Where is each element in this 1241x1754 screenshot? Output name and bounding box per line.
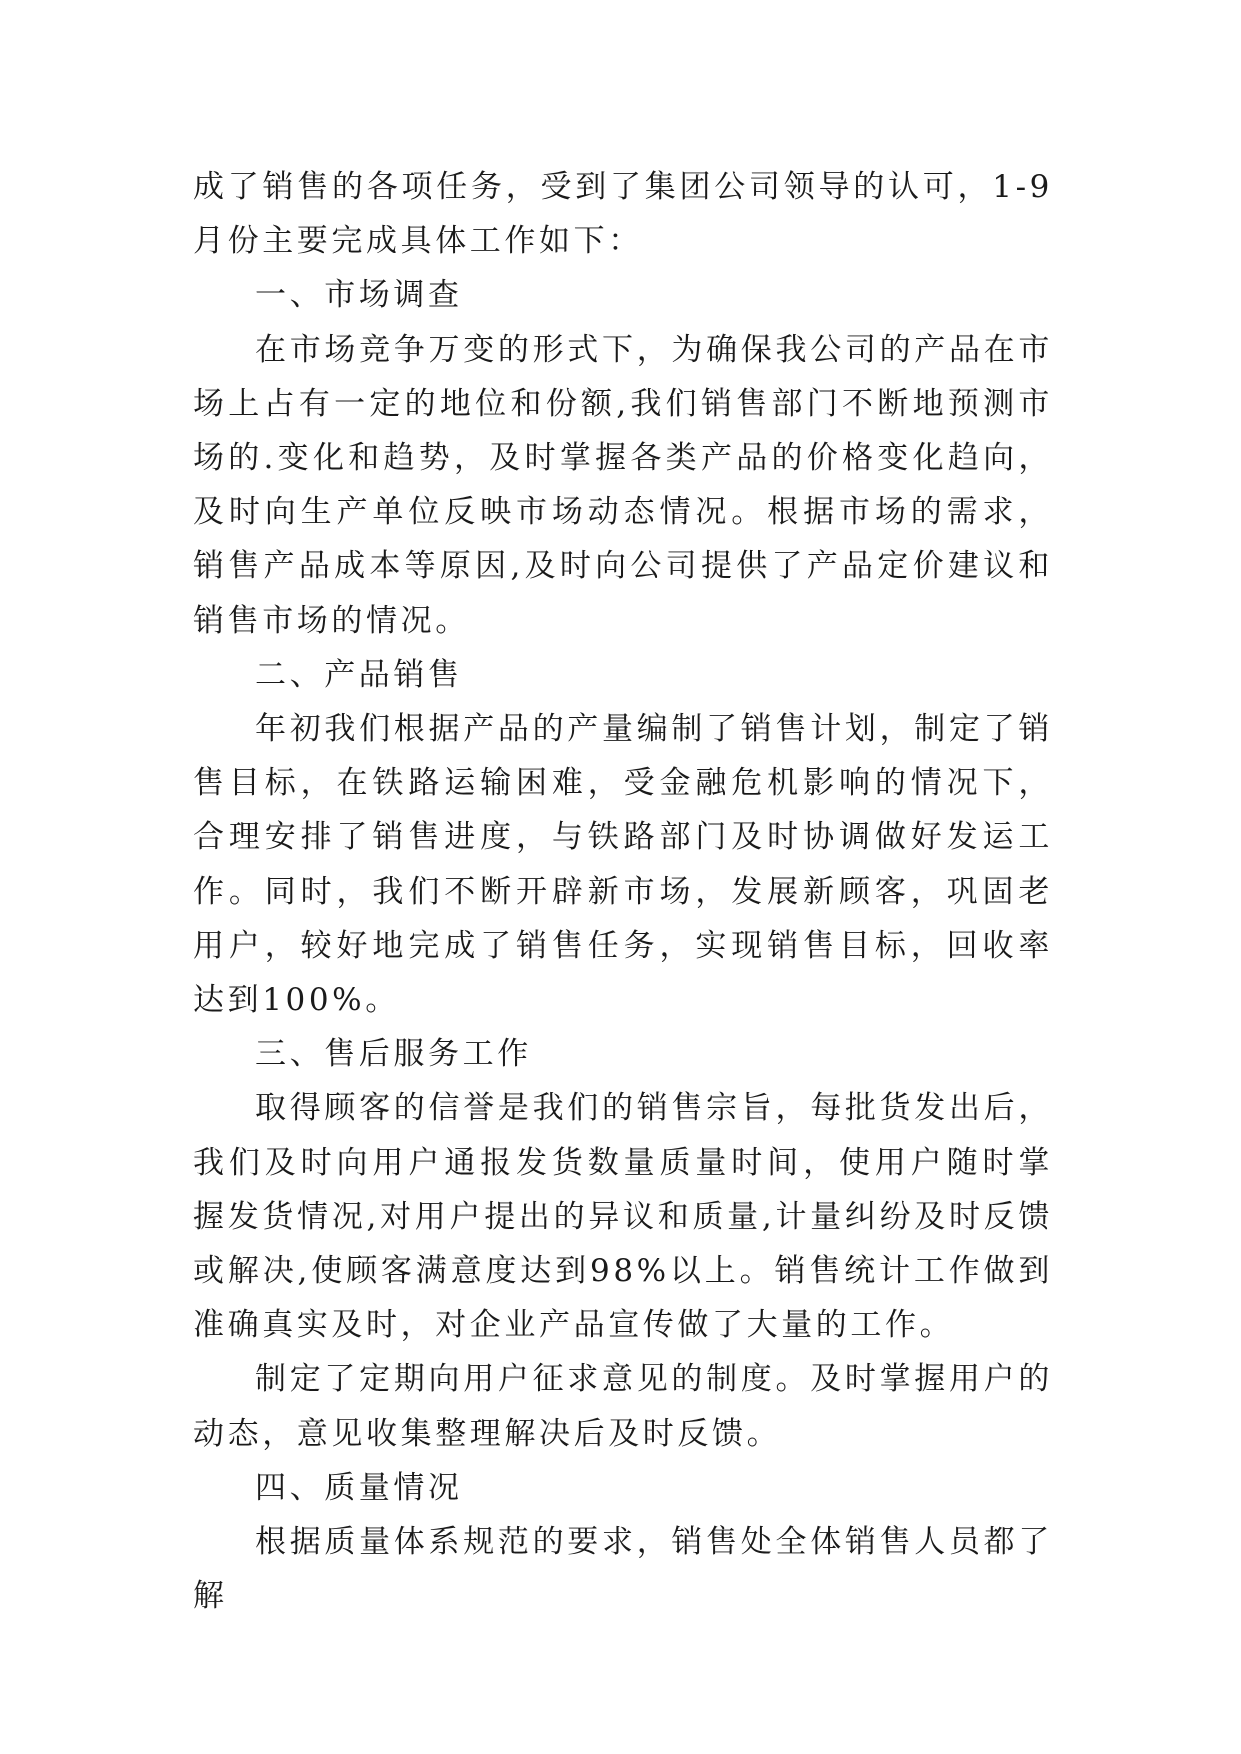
section-heading-after-sales-service: 三、售后服务工作 [255, 1036, 532, 1073]
paragraph-market-research: 在市场竞争万变的形式下，为确保我公司的产品在市场上占有一定的地位和份额,我们销售部门不断地预测市场的.变化和趋势，及时掌握各类产品的价格变化趋向，及时向生产单位反映市场动态情况。根据市场的需求，销售产品成本等原因,及时向公司提供了产品定价建议和销售市场的情况。 [193, 331, 1053, 639]
paragraph-after-sales-service: 取得顾客的信誉是我们的销售宗旨，每批货发出后，我们及时向用户通报发货数量质量时间，使用户随时掌握发货情况,对用户提出的异议和质量,计量纠纷及时反馈或解决,使顾客满意度达到98%以上。销售统计工作做到准确真实及时，对企业产品宣传做了大量的工作。 [193, 1090, 1053, 1344]
paragraph-quality: 根据质量体系规范的要求，销售处全体销售人员都了解 [193, 1524, 1053, 1615]
paragraph-product-sales: 年初我们根据产品的产量编制了销售计划，制定了销售目标，在铁路运输困难，受金融危机影响的情况下，合理安排了销售进度，与铁路部门及时协调做好发运工作。同时，我们不断开辟新市场，发展新顾客，巩固老用户，较好地完成了销售任务，实现销售目标，回收率达到100%。 [193, 711, 1053, 1019]
paragraph-continuation: 成了销售的各项任务，受到了集团公司领导的认可，1-9月份主要完成具体工作如下： [193, 169, 1053, 260]
paragraph-feedback-system: 制定了定期向用户征求意见的制度。及时掌握用户的动态，意见收集整理解决后及时反馈。 [193, 1361, 1053, 1452]
document-page [193, 160, 1053, 1623]
section-heading-market-research: 一、市场调查 [255, 277, 463, 314]
section-heading-product-sales: 二、产品销售 [255, 656, 463, 693]
section-heading-quality: 四、质量情况 [255, 1469, 463, 1506]
